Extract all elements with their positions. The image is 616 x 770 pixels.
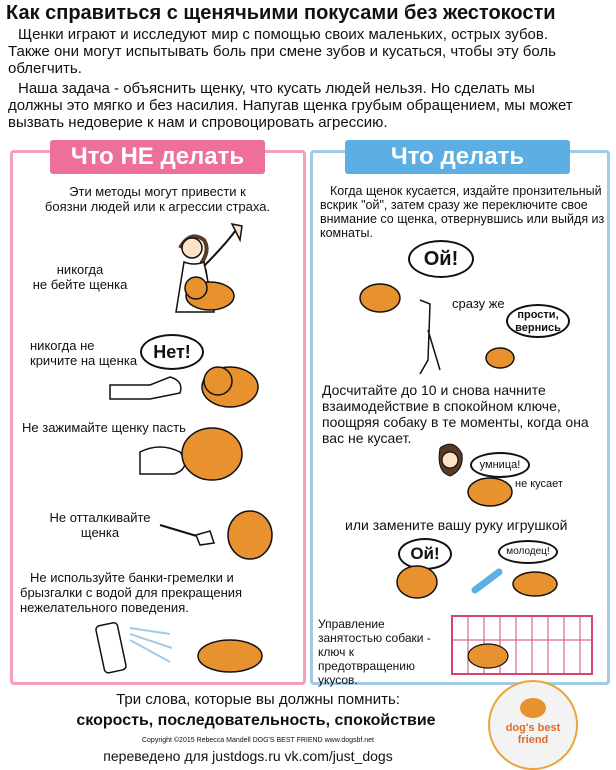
hand-icon	[196, 531, 214, 545]
intro-line: Также они могут испытывать боль при смене зубов и кусаться, чтобы эту боль	[8, 43, 556, 60]
yell-bubble: Нет!	[140, 334, 204, 370]
dont-push-caption: Не отталкивайте щенка	[49, 510, 151, 540]
praising-illustration	[420, 440, 520, 510]
right-away-label: сразу же	[452, 296, 505, 311]
dont-spray-caption: Не используйте банки-гремелки и брызгалки с водой для прекращения нежелательного поведения.	[20, 570, 243, 615]
do-crate-caption: Управление занятостью собаки - ключ к предотвращению укусов.	[318, 617, 431, 687]
intro-line: Щенки играют и исследуют мир с помощью своих маленьких, острых зубов.	[18, 26, 549, 43]
toy-illustration	[385, 560, 595, 610]
hitting-illustration	[140, 218, 300, 330]
dont-intro: Эти методы могут привести к боязни людей или к агрессии страха.	[44, 184, 271, 214]
translated-by: переведено для justdogs.ru vk.com/just_dogs	[103, 748, 393, 764]
copyright: Copyright ©2015 Rebecca Mandell DOG'S BEST FRIEND www.dogsbf.net	[141, 737, 375, 744]
dogs-best-friend-logo	[488, 680, 578, 770]
yelp-walkaway-illustration	[340, 270, 600, 380]
walking-person-icon	[420, 300, 440, 374]
person-head-icon	[182, 238, 202, 258]
footer-keywords: скорость, последовательность, спокойствие	[76, 712, 436, 729]
crate-icon	[452, 616, 592, 674]
crate-illustration	[448, 610, 598, 680]
intro-line: вызвать недоверие к нам и спровоцировать агрессию.	[8, 114, 388, 131]
dont-header: Что НЕ делать	[50, 140, 265, 174]
footer-line1: Три слова, которые вы должны помнить:	[116, 691, 400, 708]
logo-dog-icon	[520, 698, 546, 718]
pushing-illustration	[160, 495, 290, 565]
intro-line: облегчить.	[8, 60, 82, 77]
not-biting-label: не кусает	[515, 478, 563, 490]
puppy-icon	[468, 478, 512, 506]
do-count-caption: Досчитайте до 10 и снова начните взаимодействие в спокойном ключе, поощряя собаку в те моменты, когда она вас не кусает.	[322, 382, 589, 446]
dont-hit-caption: никогда не бейте щенка	[32, 262, 128, 292]
puppy-icon	[468, 644, 508, 668]
puppy-icon	[185, 277, 207, 299]
puppy-icon	[198, 640, 262, 672]
yelling-illustration	[110, 355, 280, 415]
oi-bubble-2: Ой!	[398, 538, 452, 570]
intro-line: Наша задача - объяснить щенку, что кусать людей нельзя. Но сделать мы	[18, 80, 535, 97]
puppy-icon	[513, 572, 557, 596]
sorry-bubble: прости, вернись	[506, 304, 570, 338]
dont-mouth-caption: Не зажимайте щенку пасть	[22, 420, 186, 435]
pointing-hand-icon	[110, 377, 181, 399]
do-header: Что делать	[345, 140, 570, 174]
puppy-icon	[228, 511, 272, 559]
person-head-icon	[442, 452, 458, 468]
puppy-icon	[360, 284, 400, 312]
puppy-icon	[182, 428, 242, 480]
oi-bubble: Ой!	[408, 240, 474, 278]
do-yelp-caption: Когда щенок кусается, издайте пронзительный вскрик "ой", затем сразу же переключите свое внимание со щенка, отвернувшись или выйдя из комнаты.	[320, 184, 605, 240]
good-girl-bubble: умница!	[470, 452, 530, 478]
do-toy-caption: или замените вашу руку игрушкой	[345, 517, 568, 533]
small-puppy-icon	[486, 348, 514, 368]
spray-illustration	[40, 610, 280, 680]
bone-toy-icon	[475, 572, 499, 590]
dont-yell-caption: никогда не кричите на щенка	[30, 338, 138, 368]
intro-line: должны это мягко и без насилия. Напугав щенка грубым обращением, мы может	[8, 97, 573, 114]
hand-icon	[140, 447, 185, 474]
page-title: Как справиться с щенячьими покусами без жестокости	[6, 2, 556, 24]
spray-bottle-icon	[95, 622, 126, 674]
puppy-icon	[204, 367, 232, 395]
logo-text: dog's best friend	[505, 722, 561, 746]
puppy-icon	[397, 566, 437, 598]
mouth-hold-illustration	[140, 420, 260, 490]
good-boy-bubble: молодец!	[498, 540, 558, 564]
